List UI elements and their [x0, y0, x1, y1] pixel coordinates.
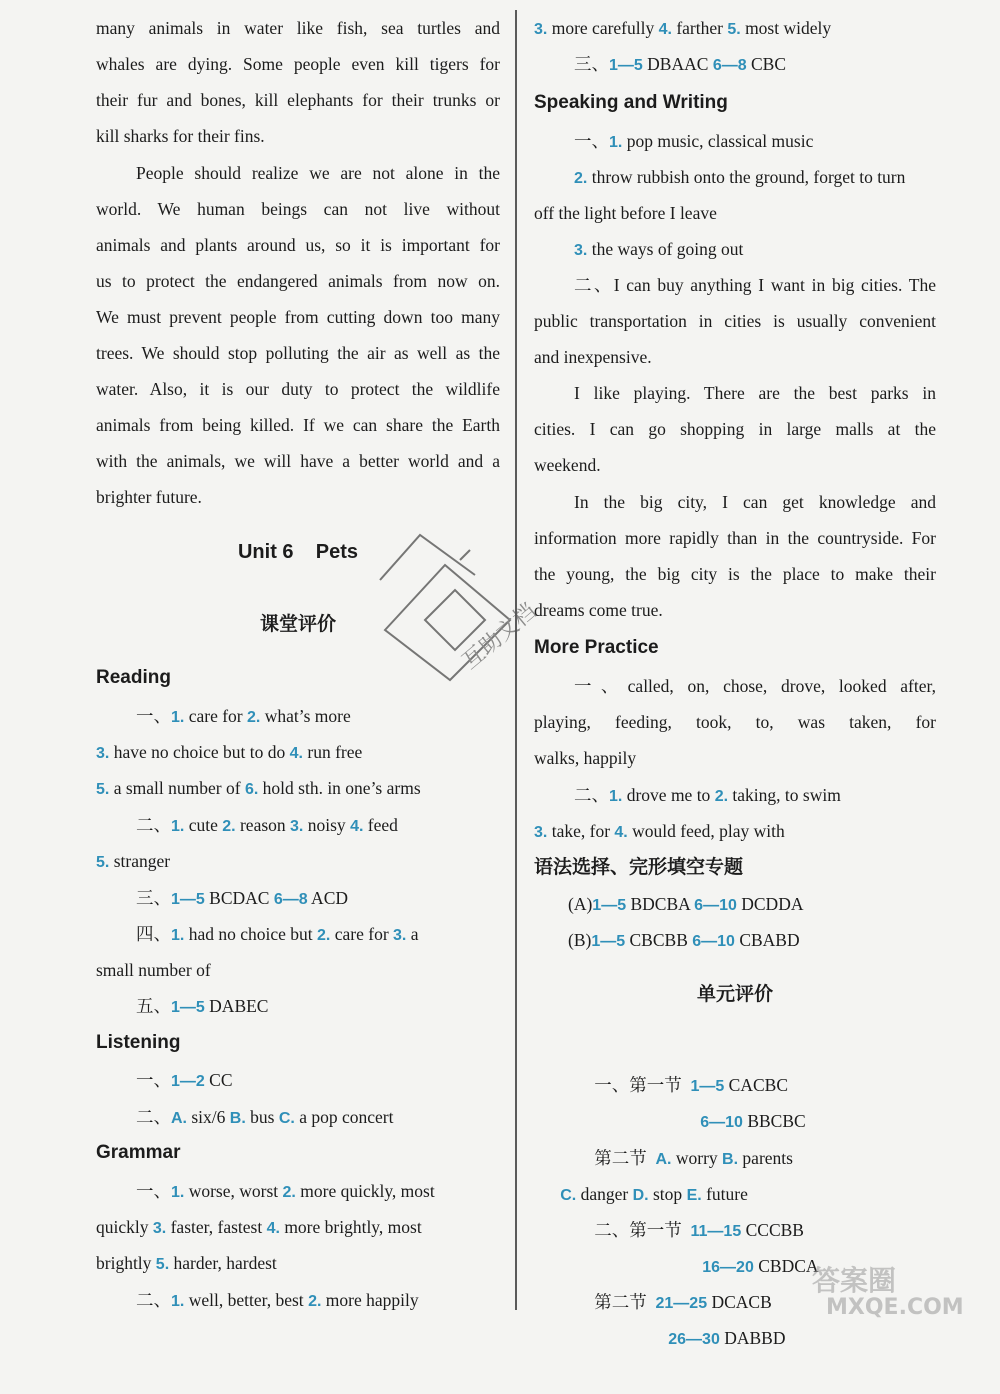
answer-line: 第二节 A. worry B. parents — [594, 1148, 793, 1168]
answer-line: 二、第一节 11—15 CCCBB — [594, 1220, 804, 1240]
paragraph-line: the young, the big city is the place to make their — [534, 564, 936, 584]
answer-line: small number of — [96, 960, 211, 980]
answer-line: 四、1. had no choice but 2. care for 3. a — [136, 924, 419, 944]
answer-line: 五、1—5 DABEC — [136, 996, 269, 1016]
answer-line: (A)1—5 BDCBA 6—10 DCDDA — [568, 894, 804, 914]
unit-title: Unit 6 Pets — [237, 541, 359, 563]
paragraph-line: animals from being killed. If we can share the Earth — [96, 415, 500, 435]
paragraph-line: and inexpensive. — [534, 347, 652, 367]
paragraph-line: kill sharks for their fins. — [96, 126, 265, 146]
answer-line: 3. more carefully 4. farther 5. most widely — [534, 18, 832, 38]
answer-line: playing, feeding, took, to, was taken, for — [534, 712, 936, 732]
answer-line: 一、called, on, chose, drove, looked after, — [574, 676, 936, 696]
brand-chars: 答案圈 — [812, 1264, 897, 1297]
answer-line: 一、1. pop music, classical music — [574, 131, 814, 151]
paragraph-line: us to protect the endangered animals from now on. — [96, 271, 500, 291]
paragraph-line: public transportation in cities is usually convenient — [534, 311, 936, 331]
paragraph-line: 二、I can buy anything I want in big cities. The — [574, 275, 936, 295]
grammar-heading: Grammar — [96, 1142, 181, 1163]
answer-line: 16—20 CBDCA — [702, 1256, 819, 1276]
paragraph-line: with the animals, we will have a better world and a — [96, 451, 500, 471]
answer-line: 一、1. care for 2. what’s more — [136, 706, 351, 726]
paragraph-line: dreams come true. — [534, 600, 663, 620]
paragraph-line: In the big city, I can get knowledge and — [574, 492, 936, 512]
answer-line: 第二节 21—25 DCACB — [594, 1292, 772, 1312]
answer-line: 一、1. worse, worst 2. more quickly, most — [136, 1181, 435, 1201]
answer-line: quickly 3. faster, fastest 4. more brightly, most — [96, 1217, 422, 1237]
speaking-heading: Speaking and Writing — [534, 92, 728, 113]
answer-line: 3. take, for 4. would feed, play with — [534, 821, 785, 841]
paragraph-line: many animals in water like fish, sea turtles and — [96, 18, 500, 38]
paragraph-line: trees. We should stop polluting the air as well as the — [96, 343, 500, 363]
section-title: 课堂评价 — [259, 614, 336, 635]
answer-line: 2. throw rubbish onto the ground, forget to turn — [574, 167, 906, 187]
paragraph-line: whales are dying. Some people even kill tigers for — [96, 54, 500, 74]
answer-line: 三、1—5 BCDAC 6—8 ACD — [136, 888, 348, 908]
answer-line: 3. the ways of going out — [574, 239, 744, 259]
unit-eval-heading: 单元评价 — [696, 984, 773, 1005]
answer-line: brightly 5. harder, hardest — [96, 1253, 277, 1273]
paragraph-line: information more rapidly than in the countryside. For — [534, 528, 936, 548]
answer-line: 26—30 DABBD — [668, 1328, 786, 1348]
paragraph-line: water. Also, it is our duty to protect the wildlife — [96, 379, 500, 399]
paragraph-line: We must prevent people from cutting down too many — [96, 307, 500, 327]
answer-line: 5. a small number of 6. hold sth. in one’s arms — [96, 778, 421, 798]
more-practice-heading: More Practice — [534, 637, 659, 658]
listening-heading: Listening — [96, 1032, 181, 1053]
paragraph-line: People should realize we are not alone in the — [136, 163, 500, 183]
column-divider — [515, 10, 517, 1310]
answer-line: 二、1. drove me to 2. taking, to swim — [574, 785, 841, 805]
answer-line: C. danger D. stop E. future — [560, 1184, 748, 1204]
paragraph-line: animals and plants around us, so it is important for — [96, 235, 500, 255]
paragraph-line: brighter future. — [96, 487, 202, 507]
answer-line: (B)1—5 CBCBB 6—10 CBABD — [568, 930, 800, 950]
paragraph-line: I like playing. There are the best parks in — [574, 383, 936, 403]
paragraph-line: cities. I can go shopping in large malls at the — [534, 419, 936, 439]
watermark-text: 互助文档 — [457, 598, 542, 675]
answer-line: 3. have no choice but to do 4. run free — [96, 742, 363, 762]
brand-url: MXQE.COM — [826, 1295, 964, 1320]
cloze-heading: 语法选择、完形填空专题 — [534, 857, 744, 878]
answer-line: 三、1—5 DBAAC 6—8 CBC — [574, 54, 787, 74]
paragraph-line: weekend. — [534, 455, 601, 475]
answer-line: 一、1—2 CC — [136, 1070, 233, 1090]
answer-line: 二、1. cute 2. reason 3. noisy 4. feed — [136, 815, 398, 835]
reading-heading: Reading — [96, 667, 171, 688]
answer-line: off the light before I leave — [534, 203, 717, 223]
answer-line: walks, happily — [534, 748, 637, 768]
answer-line: 二、1. well, better, best 2. more happily — [136, 1290, 419, 1310]
answer-line: 5. stranger — [96, 851, 171, 871]
answer-line: 二、A. six/6 B. bus C. a pop concert — [136, 1107, 394, 1127]
answer-line: 一、第一节 1—5 CACBC — [594, 1075, 788, 1095]
paragraph-line: world. We human beings can not live without — [96, 199, 500, 219]
answer-line: 6—10 BBCBC — [700, 1111, 806, 1131]
paragraph-line: their fur and bones, kill elephants for their trunks or — [96, 90, 500, 110]
